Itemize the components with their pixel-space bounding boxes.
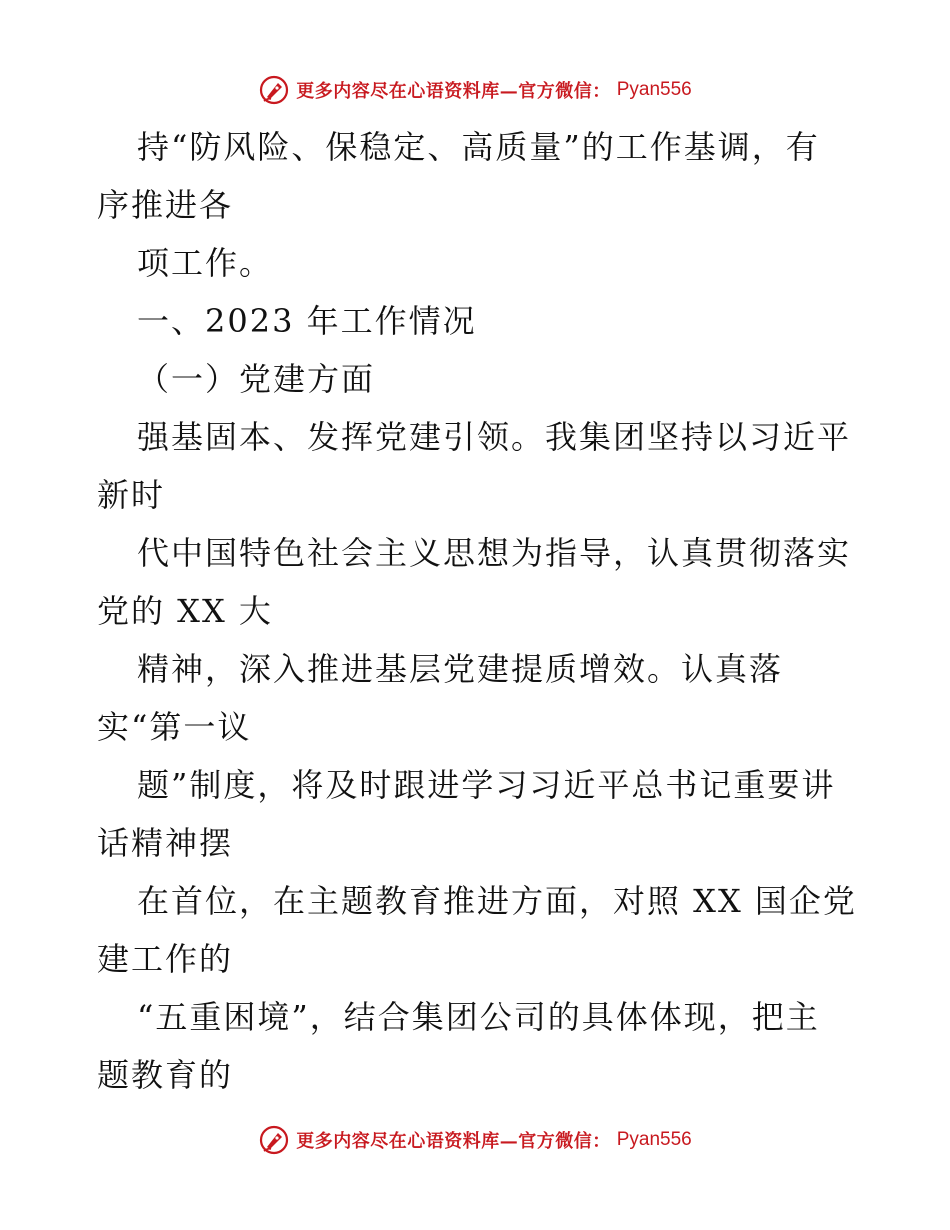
- paragraph-line: 话精神摆: [97, 824, 234, 862]
- footer-watermark: [0, 1122, 950, 1158]
- paragraph-line: 建工作的: [97, 940, 234, 978]
- paragraph-line: 项工作。: [137, 244, 274, 282]
- paragraph-line: 强基固本、发挥党建引领。我集团坚持以习近平: [137, 418, 852, 456]
- subsection-heading: （一）党建方面: [137, 360, 376, 398]
- watermark-wechat-id: Pyan556: [616, 1129, 692, 1150]
- section-heading-text: 一、2023 年工作情况: [137, 302, 477, 340]
- watermark-text: 更多内容尽在心语资料库—官方微信：: [296, 81, 611, 102]
- paragraph-line: 题”制度，将及时跟进学习习近平总书记重要讲: [137, 766, 836, 804]
- paragraph-line: 序推进各: [97, 186, 234, 224]
- header-watermark: [0, 72, 950, 108]
- paragraph-line: 精神，深入推进基层党建提质增效。认真落: [137, 650, 784, 688]
- watermark-text: 更多内容尽在心语资料库—官方微信：: [296, 1131, 611, 1152]
- paragraph-line: 持“防风险、保稳定、高质量”的工作基调，有: [137, 128, 820, 166]
- paragraph-line: 新时: [97, 476, 166, 514]
- paragraph-line: 代中国特色社会主义思想为指导，认真贯彻落实: [137, 534, 852, 572]
- section-heading: [97, 292, 857, 350]
- paragraph-line: “五重困境”，结合集团公司的具体体现，把主: [137, 998, 820, 1036]
- watermark-wechat-id: Pyan556: [616, 79, 692, 100]
- paragraph-line: 在首位，在主题教育推进方面，对照 XX 国企党: [137, 882, 857, 920]
- paragraph-line: 实“第一议: [97, 708, 252, 746]
- document-body: [97, 118, 857, 1104]
- pen-nib-logo-icon: [258, 1124, 290, 1156]
- paragraph-line: 题教育的: [97, 1056, 234, 1094]
- paragraph-line: 党的 XX 大: [97, 592, 273, 630]
- pen-nib-logo-icon: [258, 74, 290, 106]
